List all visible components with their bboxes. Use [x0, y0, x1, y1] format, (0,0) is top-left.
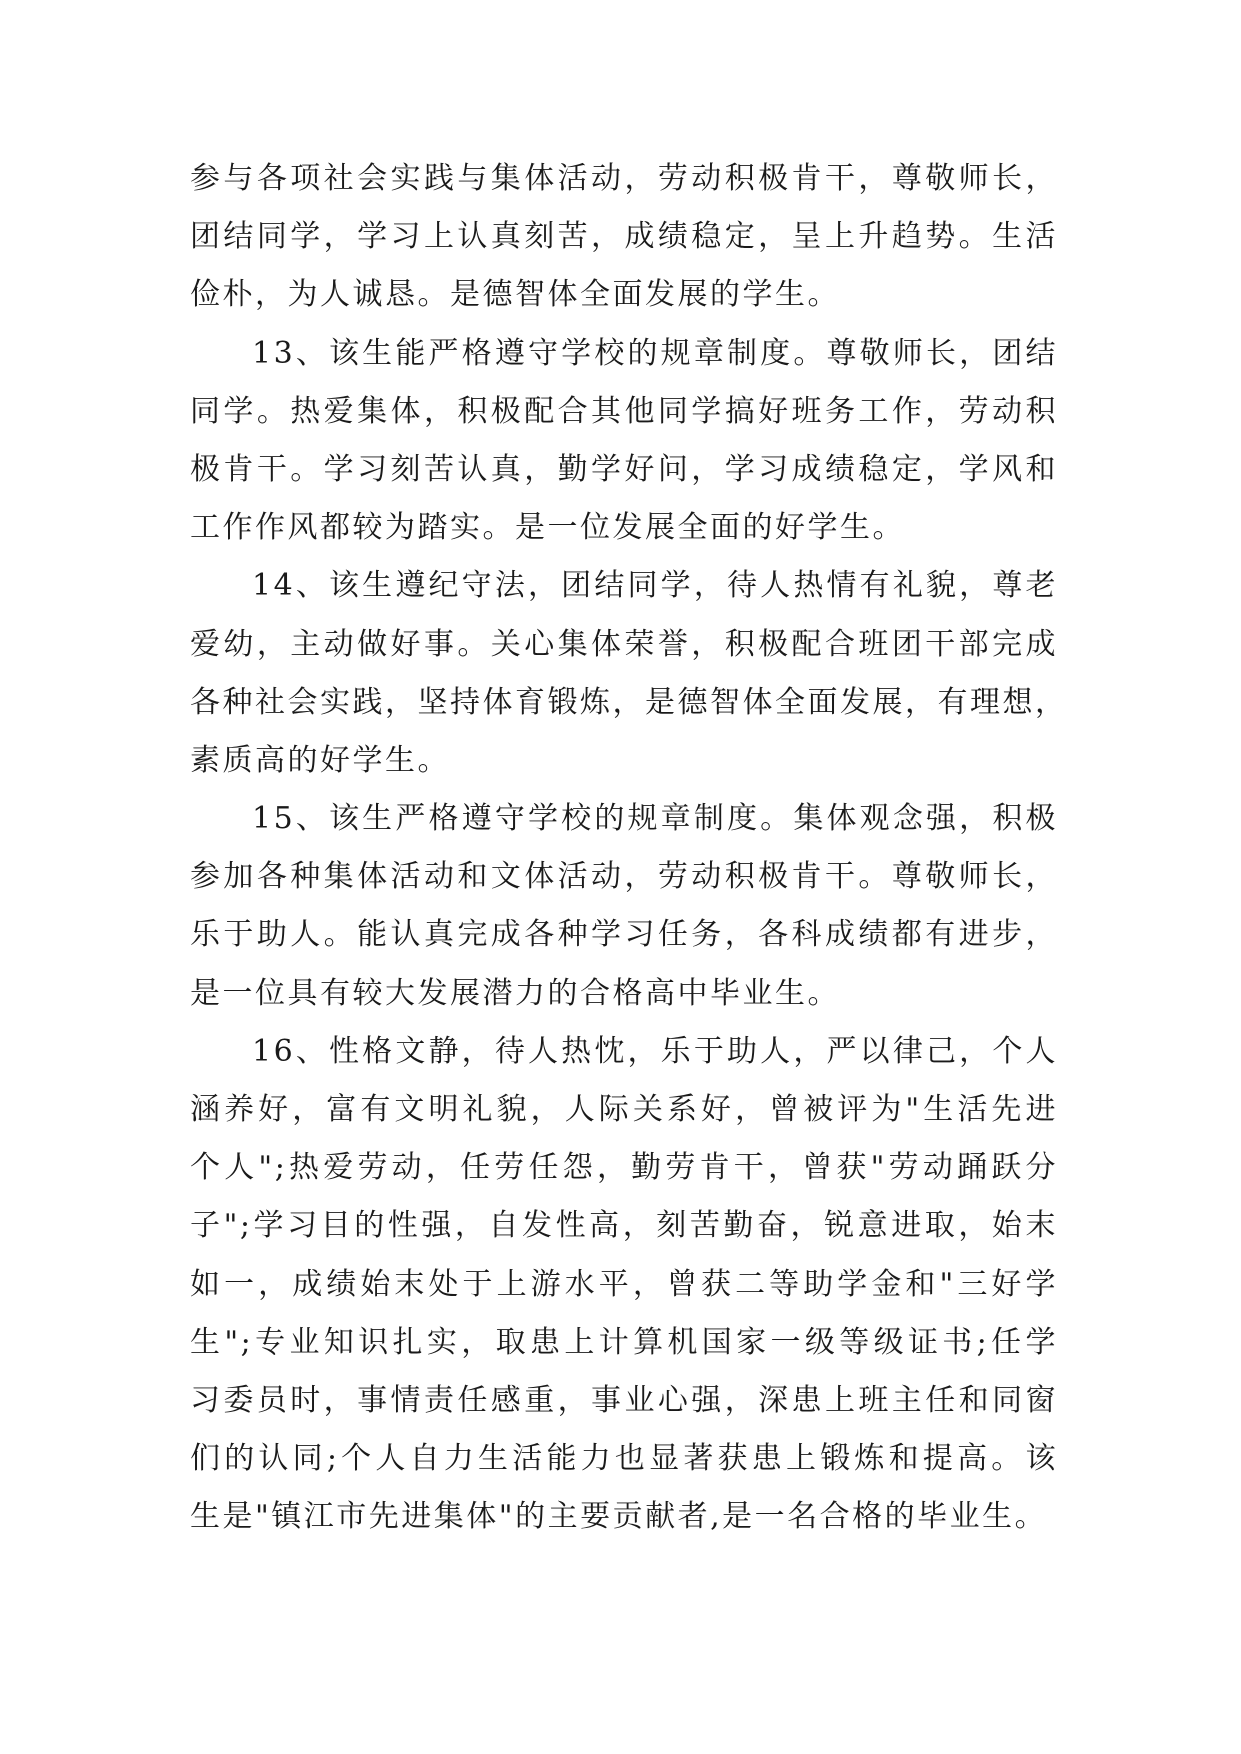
text-line: 13、该生能严格遵守学校的规章制度。尊敬师长，团结 [252, 335, 1058, 371]
text-line: 子";学习目的性强，自发性高，刻苦勤奋，锐意进取，始末 [190, 1208, 1058, 1244]
paragraph [190, 150, 1058, 325]
text-line: 极肯干。学习刻苦认真，勤学好问，学习成绩稳定，学风和 [190, 451, 1058, 487]
text-line: 生";专业知识扎实，取患上计算机国家一级等级证书;任学 [190, 1324, 1058, 1360]
text-line: 同学。热爱集体，积极配合其他同学搞好班务工作，劳动积 [190, 393, 1058, 429]
text-line: 乐于助人。能认真完成各种学习任务，各科成绩都有进步， [190, 917, 1058, 953]
text-line: 15、该生严格遵守学校的规章制度。集体观念强，积极 [252, 801, 1058, 837]
text-line: 各种社会实践，坚持体育锻炼，是德智体全面发展，有理想， [190, 684, 1068, 720]
text-line: 工作作风都较为踏实。是一位发展全面的好学生。 [190, 510, 905, 546]
paragraph [190, 790, 1058, 1023]
text-line: 生是"镇江市先进集体"的主要贡献者,是一名合格的毕业生。 [190, 1499, 1048, 1535]
text-line: 16、性格文静，待人热忱，乐于助人，严以律己，个人 [252, 1033, 1058, 1069]
paragraph [190, 325, 1058, 558]
paragraph [190, 1023, 1058, 1547]
text-line: 是一位具有较大发展潜力的合格高中毕业生。 [190, 975, 840, 1011]
text-line: 涵养好，富有文明礼貌，人际关系好，曾被评为"生活先进 [190, 1092, 1058, 1127]
text-line: 参与各项社会实践与集体活动，劳动积极肯干，尊敬师长， [190, 161, 1058, 196]
text-line: 素质高的好学生。 [190, 742, 450, 778]
text-line: 14、该生遵纪守法，团结同学，待人热情有礼貌，尊老 [252, 568, 1058, 604]
text-line: 俭朴，为人诚恳。是德智体全面发展的学生。 [190, 277, 840, 313]
paragraph [190, 557, 1068, 790]
document-body [190, 150, 1068, 1547]
text-line: 团结同学，学习上认真刻苦，成绩稳定，呈上升趋势。生活 [190, 219, 1058, 255]
text-line: 习委员时，事情责任感重，事业心强，深患上班主任和同窗 [190, 1382, 1058, 1418]
text-line: 爱幼，主动做好事。关心集体荣誉，积极配合班团干部完成 [190, 626, 1058, 662]
text-line: 参加各种集体活动和文体活动，劳动积极肯干。尊敬师长， [190, 859, 1058, 895]
text-line: 们的认同;个人自力生活能力也显著获患上锻炼和提高。该 [190, 1441, 1058, 1477]
text-line: 个人";热爱劳动，任劳任怨，勤劳肯干，曾获"劳动踊跃分 [190, 1150, 1058, 1186]
text-line: 如一，成绩始末处于上游水平，曾获二等助学金和"三好学 [190, 1266, 1058, 1302]
